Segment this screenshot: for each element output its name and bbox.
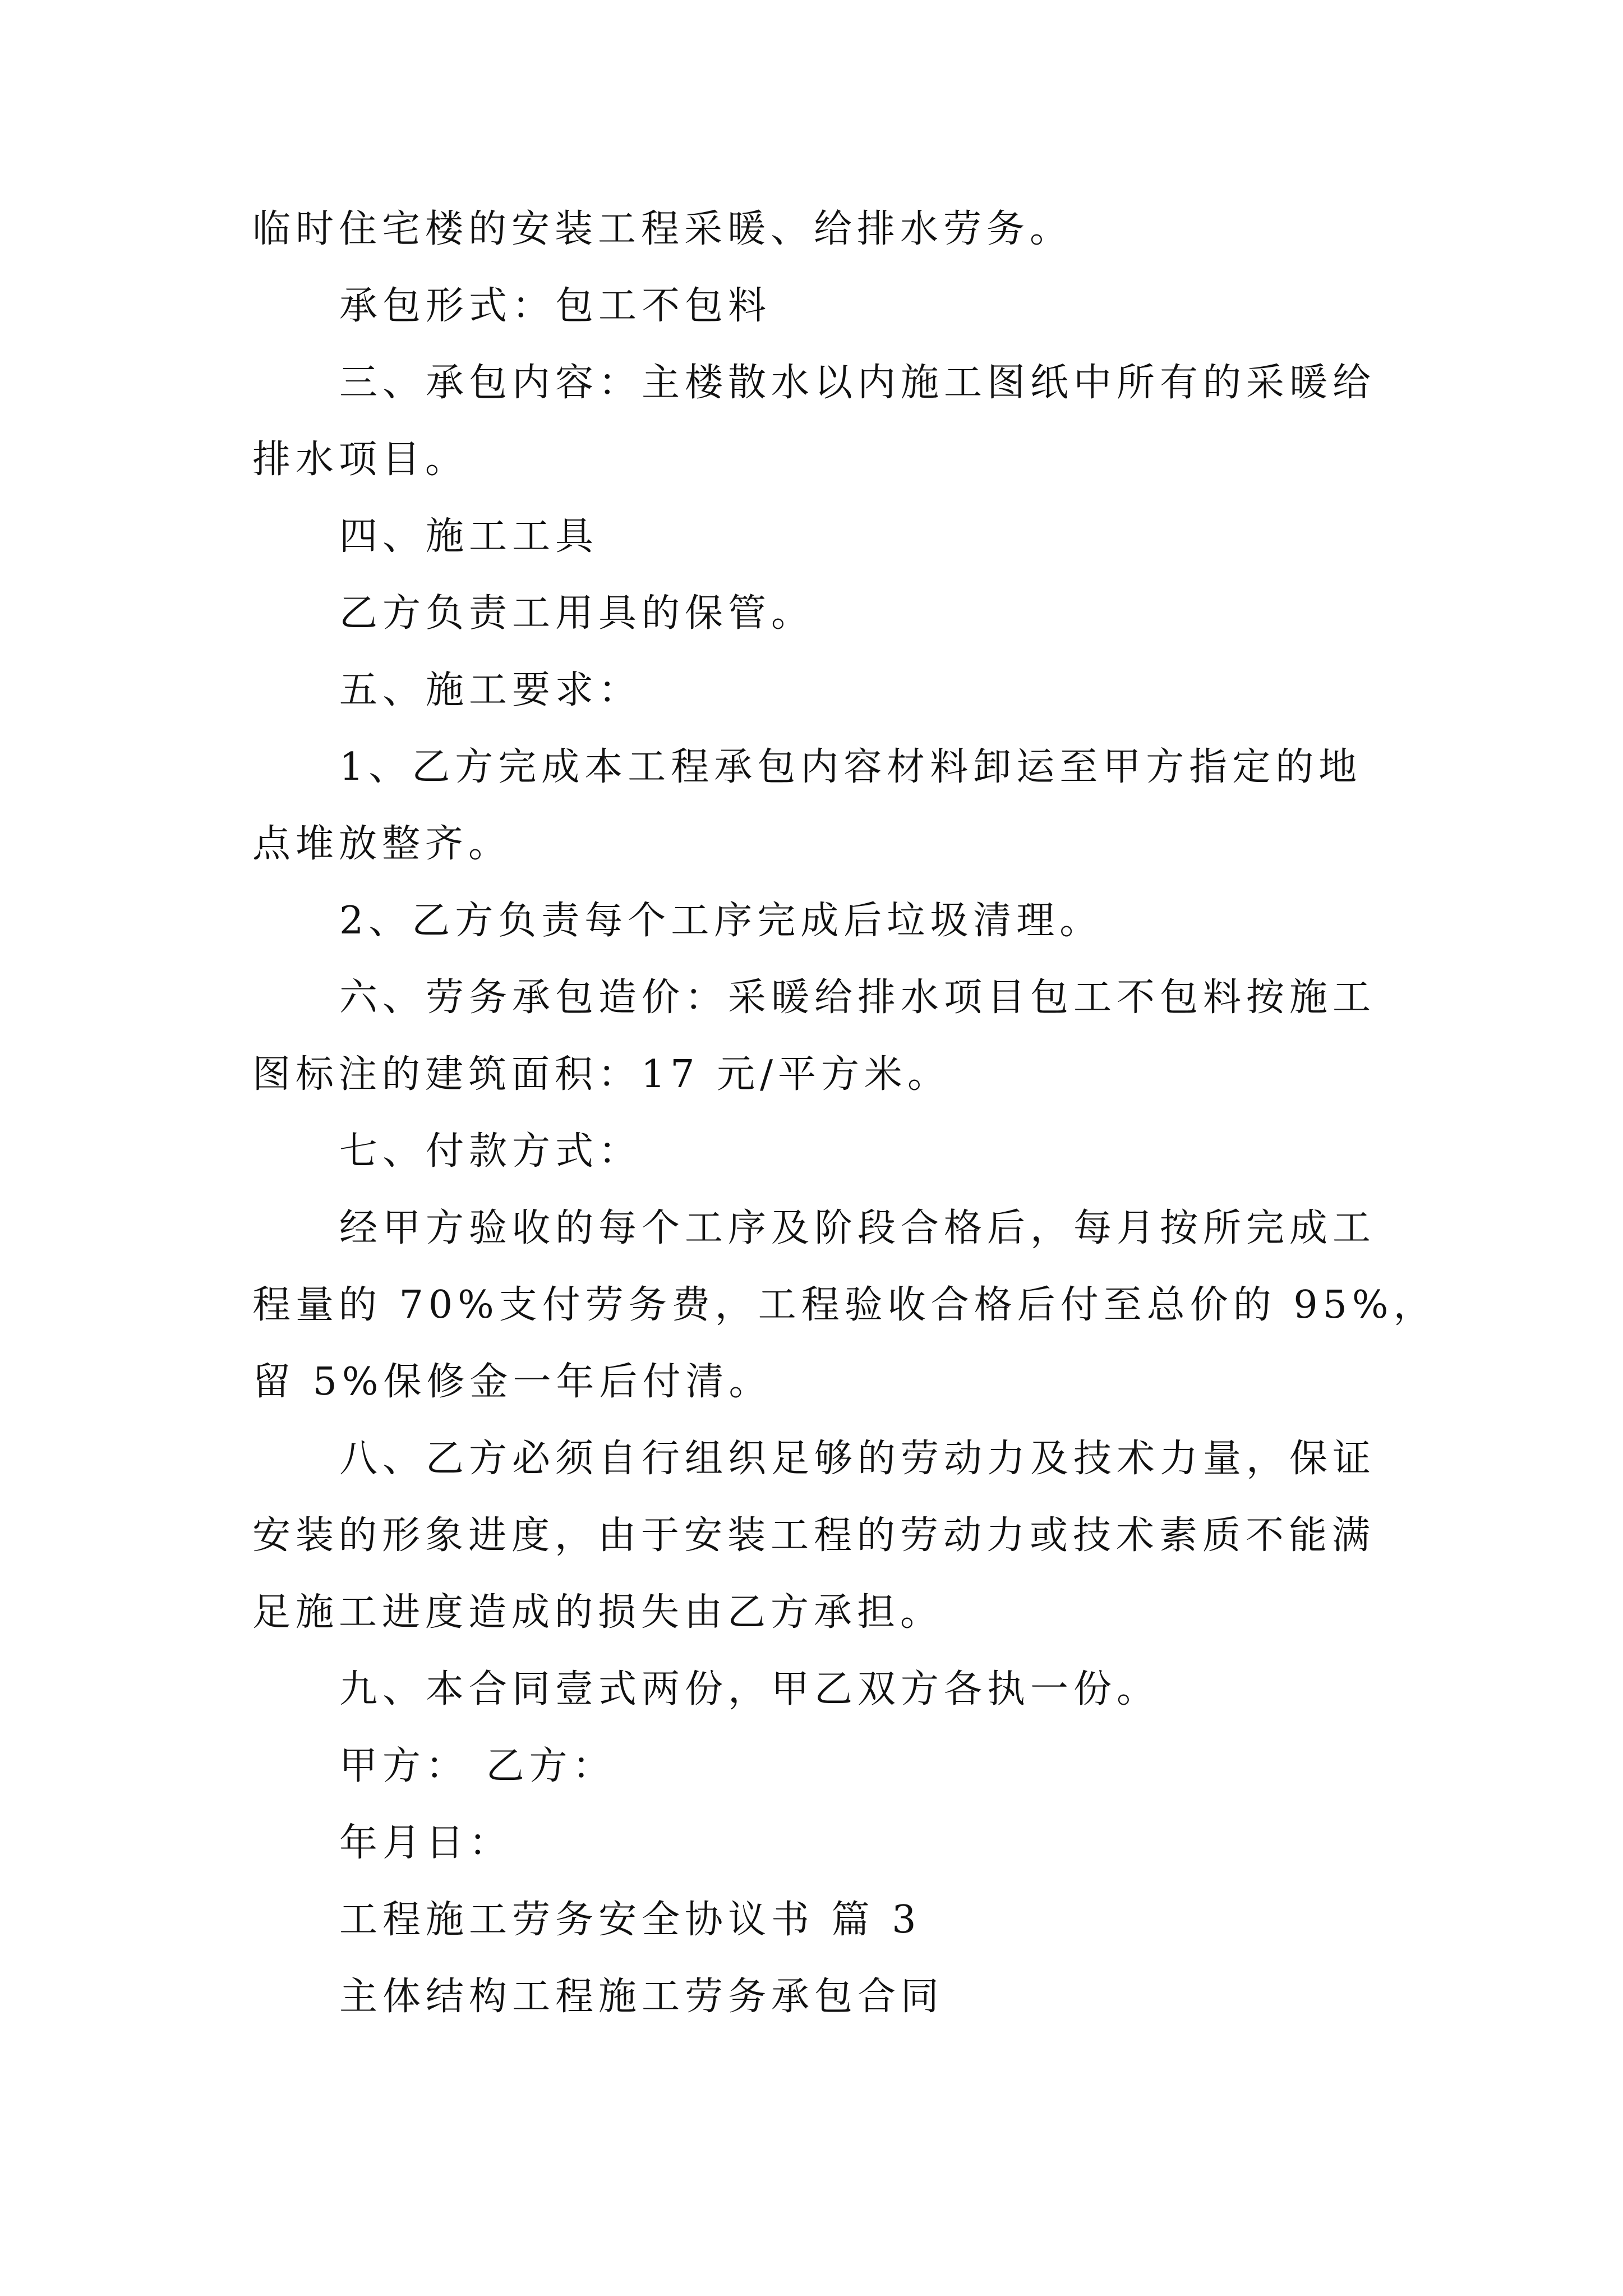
article-title: 工程施工劳务安全协议书 篇 3 bbox=[339, 1898, 921, 1942]
paragraph-line: 乙方负责工用具的保管。 bbox=[339, 591, 815, 636]
document-body bbox=[252, 207, 1437, 2019]
paragraph-line: 经甲方验收的每个工序及阶段合格后，每月按所完成工 bbox=[339, 1206, 1376, 1250]
paragraph-line: 点堆放整齐。 bbox=[252, 822, 512, 866]
date-line: 年月日： bbox=[339, 1821, 513, 1865]
paragraph-line: 排水项目。 bbox=[252, 438, 469, 482]
signature-line: 甲方： 乙方： bbox=[339, 1744, 616, 1788]
paragraph-line: 三、承包内容：主楼散水以内施工图纸中所有的采暖给 bbox=[339, 361, 1376, 405]
contract-title: 主体结构工程施工劳务承包合同 bbox=[339, 1975, 944, 2019]
section-heading: 四、施工工具 bbox=[339, 514, 599, 559]
paragraph-line: 1、乙方完成本工程承包内容材料卸运至甲方指定的地 bbox=[339, 745, 1362, 789]
section-heading: 七、付款方式： bbox=[339, 1129, 642, 1174]
paragraph-line: 八、乙方必须自行组织足够的劳动力及技术力量，保证 bbox=[339, 1437, 1376, 1481]
paragraph-line: 程量的 70%支付劳务费，工程验收合格后付至总价的 95%， bbox=[252, 1283, 1437, 1327]
paragraph-line: 六、劳务承包造价：采暖给排水项目包工不包料按施工 bbox=[339, 976, 1376, 1020]
paragraph-line: 临时住宅楼的安装工程采暖、给排水劳务。 bbox=[252, 207, 1073, 251]
section-heading: 五、施工要求： bbox=[339, 668, 642, 712]
paragraph-line: 留 5%保修金一年后付清。 bbox=[252, 1360, 772, 1404]
paragraph-line: 承包形式：包工不包料 bbox=[339, 284, 772, 328]
paragraph-line: 足施工进度造成的损失由乙方承担。 bbox=[252, 1590, 944, 1635]
paragraph-line: 图标注的建筑面积：17 元/平方米。 bbox=[252, 1052, 951, 1097]
paragraph-line: 2、乙方负责每个工序完成后垃圾清理。 bbox=[339, 899, 1103, 943]
paragraph-line: 安装的形象进度，由于安装工程的劳动力或技术素质不能满 bbox=[252, 1513, 1376, 1558]
paragraph-line: 九、本合同壹式两份，甲乙双方各执一份。 bbox=[339, 1667, 1160, 1711]
